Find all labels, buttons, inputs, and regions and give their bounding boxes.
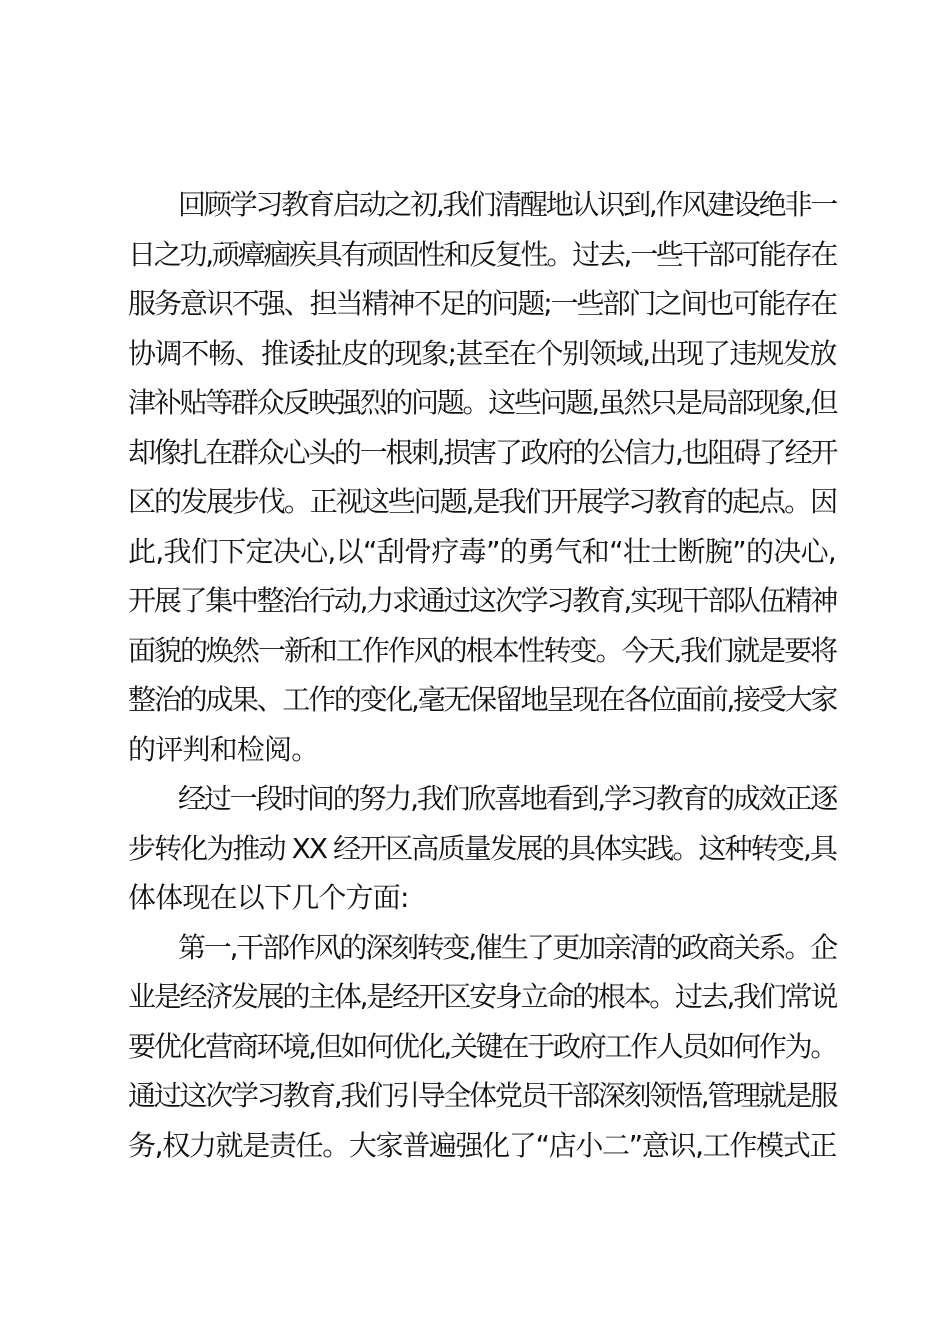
document-body [128, 180, 836, 1170]
text-line: 开展了集中整治行动,力求通过这次学习教育,实现干部队伍精神 [128, 584, 836, 617]
text-line: 的评判和检阅。 [128, 732, 319, 766]
text-line: 津补贴等群众反映强烈的问题。这些问题,虽然只是局部现象,但 [128, 386, 836, 419]
text-line: 面貌的焕然一新和工作作风的根本性转变。今天,我们就是要将 [128, 633, 836, 667]
text-line: 服务意识不强、担当精神不足的问题;一些部门之间也可能存在 [128, 287, 836, 320]
text-line: 通过这次学习教育,我们引导全体党员干部深刻领悟,管理就是服 [128, 1079, 836, 1112]
text-line: 回顾学习教育启动之初,我们清醒地认识到,作风建设绝非一 [178, 188, 836, 221]
text-line: 协调不畅、推诿扯皮的现象;甚至在个别领域,出现了违规发放 [128, 336, 836, 370]
paragraph-progress [128, 774, 836, 923]
text-line: 此,我们下定决心,以“刮骨疗毒”的勇气和“壮士断腕”的决心, [128, 534, 836, 568]
text-line: 业是经济发展的主体,是经开区安身立命的根本。过去,我们常说 [128, 980, 836, 1013]
paragraph-first-point [128, 923, 836, 1171]
text-line: 体体现在以下几个方面: [128, 881, 409, 914]
paragraph-review [128, 180, 836, 774]
text-line: 日之功,顽瘴痼疾具有顽固性和反复性。过去,一些干部可能存在 [128, 237, 836, 271]
text-line: 整治的成果、工作的变化,毫无保留地呈现在各位面前,接受大家 [128, 683, 836, 716]
text-line: 务,权力就是责任。大家普遍强化了“店小二”意识,工作模式正 [128, 1128, 836, 1162]
text-line: 区的发展步伐。正视这些问题,是我们开展学习教育的起点。因 [128, 485, 836, 518]
text-line: 第一,干部作风的深刻转变,催生了更加亲清的政商关系。企 [178, 930, 836, 964]
text-line: 要优化营商环境,但如何优化,关键在于政府工作人员如何作为。 [128, 1029, 836, 1063]
text-line: 步转化为推动 XX 经开区高质量发展的具体实践。这种转变,具 [128, 831, 836, 865]
text-line: 却像扎在群众心头的一根刺,损害了政府的公信力,也阻碍了经开 [128, 435, 836, 469]
text-line: 经过一段时间的努力,我们欣喜地看到,学习教育的成效正逐 [178, 782, 836, 815]
